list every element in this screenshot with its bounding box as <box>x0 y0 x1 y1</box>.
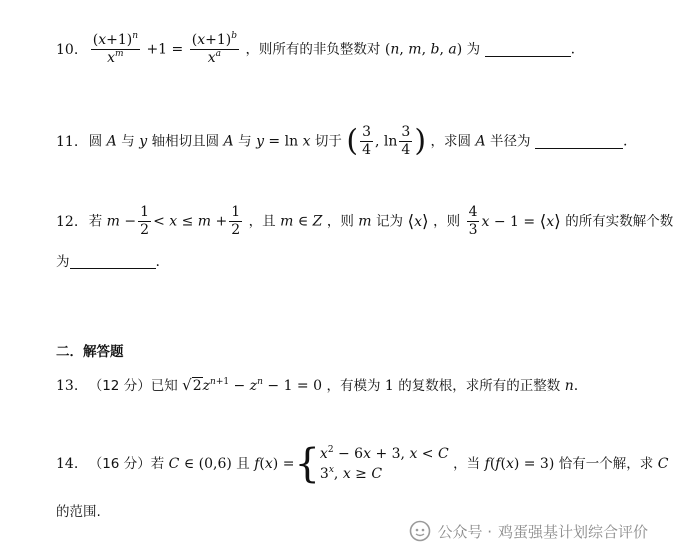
question-10: 10. $\frac{(x+1)^n}{x^m}$ +1 = $\frac{(x+1)^b}{x^a}$ ，则所有的非负整数对 (n, m, b, a) 为 . <box>56 31 576 66</box>
fraction: $\frac{(x+1)^n}{x^m}$ <box>92 31 138 66</box>
question-number: 14. <box>56 456 79 472</box>
question-14: 14. （16 分）若 C ∈ (0,6) 且 f(x) ={ $x^2 - 6x + 3$, x < C 3$^x$, x ≥ C ，当 f(f(x) = 3) 恰有一个解，求 C <box>56 441 669 487</box>
question-14-line-2: 的范围. <box>56 504 101 520</box>
fraction: $\frac{3}{4}$ <box>401 124 411 158</box>
answer-blank[interactable] <box>70 254 156 269</box>
fraction: $\frac{(x+1)^b}{x^a}$ <box>191 31 237 66</box>
question-11: 11. 圆 A 与 y 轴相切且圆 A 与 y = ln x 切于 ( $\frac{3}{4}$ , ln $\frac{3}{4}$ ) ，求圆 A 半径为 . <box>56 123 628 159</box>
watermark-name: 鸡蛋强基计划综合评价 <box>497 522 648 541</box>
question-12: 12. 若 m − $\frac{1}{2}$ < x ≤ m + $\frac{1}{2}$ ，且 m ∈ Z ，则 m 记为 ⟨x⟩ ，则 $\frac{4}{3}$ x − 1 = ⟨x⟩ 的所有实数解个数 <box>56 204 673 238</box>
question-13: 13. （12 分）已知 $√2z^{n+1} - z^n - 1 = 0$ ，有模为 1 的复数根，求所有的正整数 n. <box>56 376 579 394</box>
fraction: $\frac{1}{2}$ <box>140 204 150 238</box>
fraction: $\frac{3}{4}$ <box>362 124 372 158</box>
question-number: 13. <box>56 378 79 394</box>
answer-blank[interactable] <box>485 42 571 57</box>
fraction: $\frac{4}{3}$ <box>468 204 478 238</box>
section-heading: 二．解答题 <box>56 344 124 360</box>
piecewise-cases: $x^2 - 6x + 3$, x < C 3$^x$, x ≥ C <box>319 445 449 482</box>
fraction: $\frac{1}{2}$ <box>231 204 241 238</box>
question-number: 10. <box>56 41 79 58</box>
answer-blank[interactable] <box>535 134 623 149</box>
question-12-line-2: 为 . <box>56 254 160 270</box>
question-number: 11. <box>56 133 79 150</box>
question-number: 12. <box>56 213 79 230</box>
wechat-official-account-icon <box>409 520 431 542</box>
watermark-prefix: 公众号 · <box>437 522 492 541</box>
watermark <box>409 520 648 542</box>
